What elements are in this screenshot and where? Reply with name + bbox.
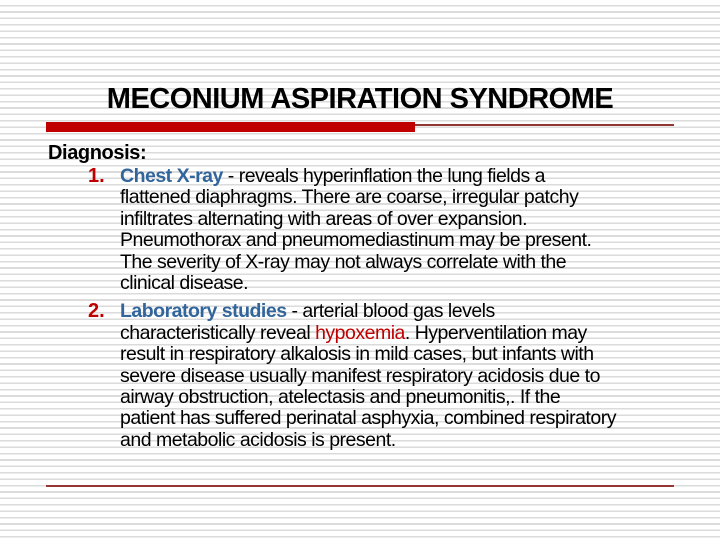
text-segment: The severity of X-ray may not always correlate with the	[120, 250, 567, 273]
list-line	[120, 301, 720, 322]
list-item	[0, 166, 720, 294]
slide-title: MECONIUM ASPIRATION SYNDROME	[106, 83, 614, 115]
highlight-segment: Chest X-ray	[120, 165, 223, 187]
list-line	[120, 209, 720, 230]
text-segment: and metabolic acidosis is present.	[120, 428, 396, 451]
list-line	[120, 230, 720, 251]
text-segment: flattened diaphragms. There are coarse, irregular patchy	[120, 186, 579, 209]
list-number: 2.	[88, 300, 105, 323]
list-line	[120, 166, 720, 187]
list-line	[120, 323, 720, 344]
list-number: 1.	[88, 165, 105, 187]
list-line	[120, 430, 720, 451]
title-accent-bar	[46, 122, 415, 132]
text-segment: patient has suffered perinatal asphyxia, combined respiratory	[120, 407, 616, 430]
text-segment: Pneumothorax and pneumomediastinum may be present.	[120, 229, 592, 252]
diagnosis-heading: Diagnosis:	[48, 142, 147, 164]
text-segment: - arterial blood gas levels	[286, 300, 495, 323]
list-item	[0, 301, 720, 451]
footer-rule	[46, 485, 674, 487]
text-segment: severe disease usually manifest respiratory acidosis due to	[120, 364, 600, 387]
text-segment: clinical disease.	[120, 272, 249, 295]
list-line	[120, 366, 720, 387]
text-segment: airway obstruction, atelectasis and pneumonitis,. If the	[120, 386, 561, 409]
text-segment: infiltrates alternating with areas of over expansion.	[120, 207, 528, 230]
text-segment: - reveals hyperinflation the lung fields a	[222, 165, 545, 187]
highlight-segment: Laboratory studies	[120, 300, 287, 323]
text-segment: . Hyperventilation may	[404, 321, 587, 344]
text-segment: result in respiratory alkalosis in mild cases, but infants with	[120, 343, 594, 366]
text-segment: characteristically reveal	[120, 321, 316, 344]
list-line	[120, 408, 720, 429]
list-line	[120, 387, 720, 408]
list-line	[120, 252, 720, 273]
diagnosis-list	[0, 166, 720, 451]
list-line	[120, 187, 720, 208]
list-line	[120, 344, 720, 365]
highlight-segment: hypoxemia	[315, 321, 405, 344]
list-line	[120, 273, 720, 294]
